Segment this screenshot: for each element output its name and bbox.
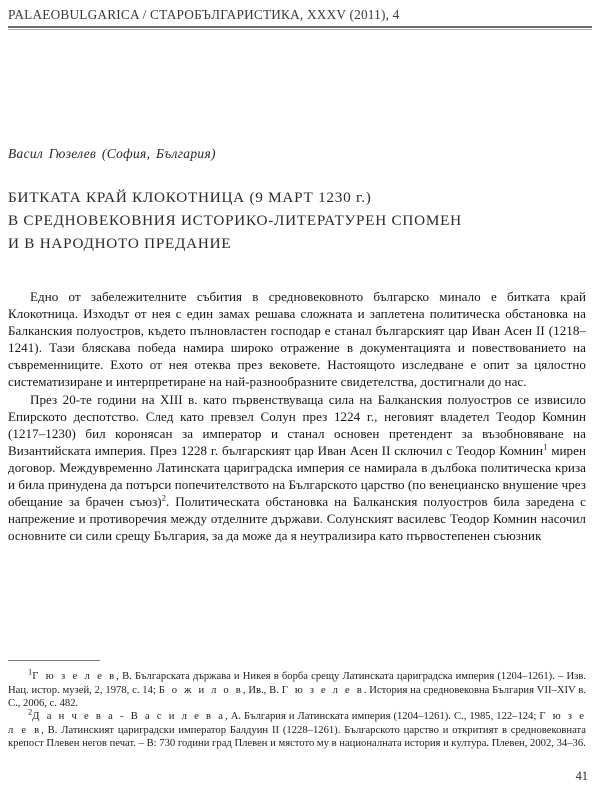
footnote-1-author: Г ю з е л е в	[32, 671, 117, 683]
author-line: Васил Гюзелев (София, България)	[8, 146, 216, 161]
footnote-2-text-2: , В. Латинският цариградски император Балдуин II (1228–1261). Българското царство и откритият в средновековната крепост Плевен негов печат. – В: 730 години град Плевен и мястото му в националната история и култура. Плевен, 2002, 34–36.	[8, 724, 586, 749]
footnote-2-author-2: Г ю з е л е в	[8, 711, 586, 736]
footnote-ref-1[interactable]: 1	[543, 441, 548, 452]
running-head	[8, 8, 592, 30]
footnote-1-author-2: Б о ж и л о в	[158, 684, 243, 696]
running-head-text: PALAEOBULGARICA / СТАРОБЪЛГАРИСТИКА, XXXV (2011), 4	[8, 7, 400, 22]
title-line-1: БИТКАТА КРАЙ КЛОКОТНИЦА (9 МАРТ 1230 г.)	[8, 189, 372, 206]
footnote-2-text: , А. България и Латинската империя (1204–1261). С., 1985, 122–124;	[225, 711, 540, 723]
page-number: 41	[575, 769, 588, 783]
article-title	[8, 186, 592, 255]
footnote-1-author-3: Г ю з е л е в	[281, 684, 364, 696]
footnote-1-text-2: , Ив., В.	[242, 684, 282, 696]
footnote-ref-2[interactable]: 2	[161, 492, 167, 503]
paragraph-2-part-2: мирен договор. Междувременно Латинската цариградска империя се намирала в дълбока политическа криза и била принудена да потърси попечителството на Българското царство (по венецианско внушение чрез обещание за брачен съюз)	[8, 442, 586, 510]
header-rule	[8, 26, 592, 28]
body-paragraph-2	[8, 391, 586, 545]
footnote-2	[8, 706, 586, 750]
header-rule-thin	[8, 29, 592, 30]
paragraph-2-part-3: . Политическата обстановка на Балканския полуостров била заредена с напрежение и противоречия между отделните държави. Солунският василевс Теодор Комнин насочил основните си сили срещу България, за да може да я неутрализира като първостепенен съюзник	[8, 494, 586, 544]
footnote-1-marker: 1	[28, 666, 33, 677]
title-line-3: И В НАРОДНОТО ПРЕДАНИЕ	[8, 235, 232, 253]
footnotes-section	[8, 660, 586, 750]
footnote-1	[8, 666, 587, 710]
footnote-1-text: , В. Българската държава и Никея в борба срещу Латинската цариградска империя (1204–1261). – Изв. Нац. истор. музей, 2, 1978, с. 14;	[8, 671, 586, 696]
footnote-2-author: Д а н ч е в а - В а с и л е в а	[32, 711, 226, 723]
article-body	[8, 288, 586, 544]
footnote-2-marker: 2	[28, 706, 33, 717]
paragraph-2-part-1: През 20-те години на XIII в. като първенствуваща сила на Балканския полуостров се извисило Епирското деспотство. След като превзел Солун през 1224 г., неговият владетел Теодор Комнин (1217–1230) бил коронясан за император и станал основен претендент за възобновяване на Византийската империя. През 1228 г. българският цар Иван Асен II сключил с Теодор Комнин	[8, 391, 586, 458]
title-line-2: В СРЕДНОВЕКОВНИЯ ИСТОРИКО-ЛИТЕРАТУРЕН СПОМЕН	[8, 212, 462, 230]
body-paragraph-1: Едно от забележителните събития в средновековното българско минало е битката край Клокотница. Изходът от нея с един замах решава сложната и заплетена политическа обстановка на Балканския полуостров, където пълновластен господар е станал българският цар Иван Асен II (1218–1241). Тази бляскава победа намира широко отражение в документацията и повествованието на съвременниците. Ехото от нея отеква през вековете. Настоящото изследване е опит за цялостно систематизиране и интерпретиране на най-разнообразните свидетелства, достигнали до нас.	[8, 289, 586, 390]
footnote-1-text-3: . История на средновековна България VII–XIV в. С., 2006, с. 482.	[8, 684, 587, 709]
footnote-separator-rule	[8, 660, 100, 661]
